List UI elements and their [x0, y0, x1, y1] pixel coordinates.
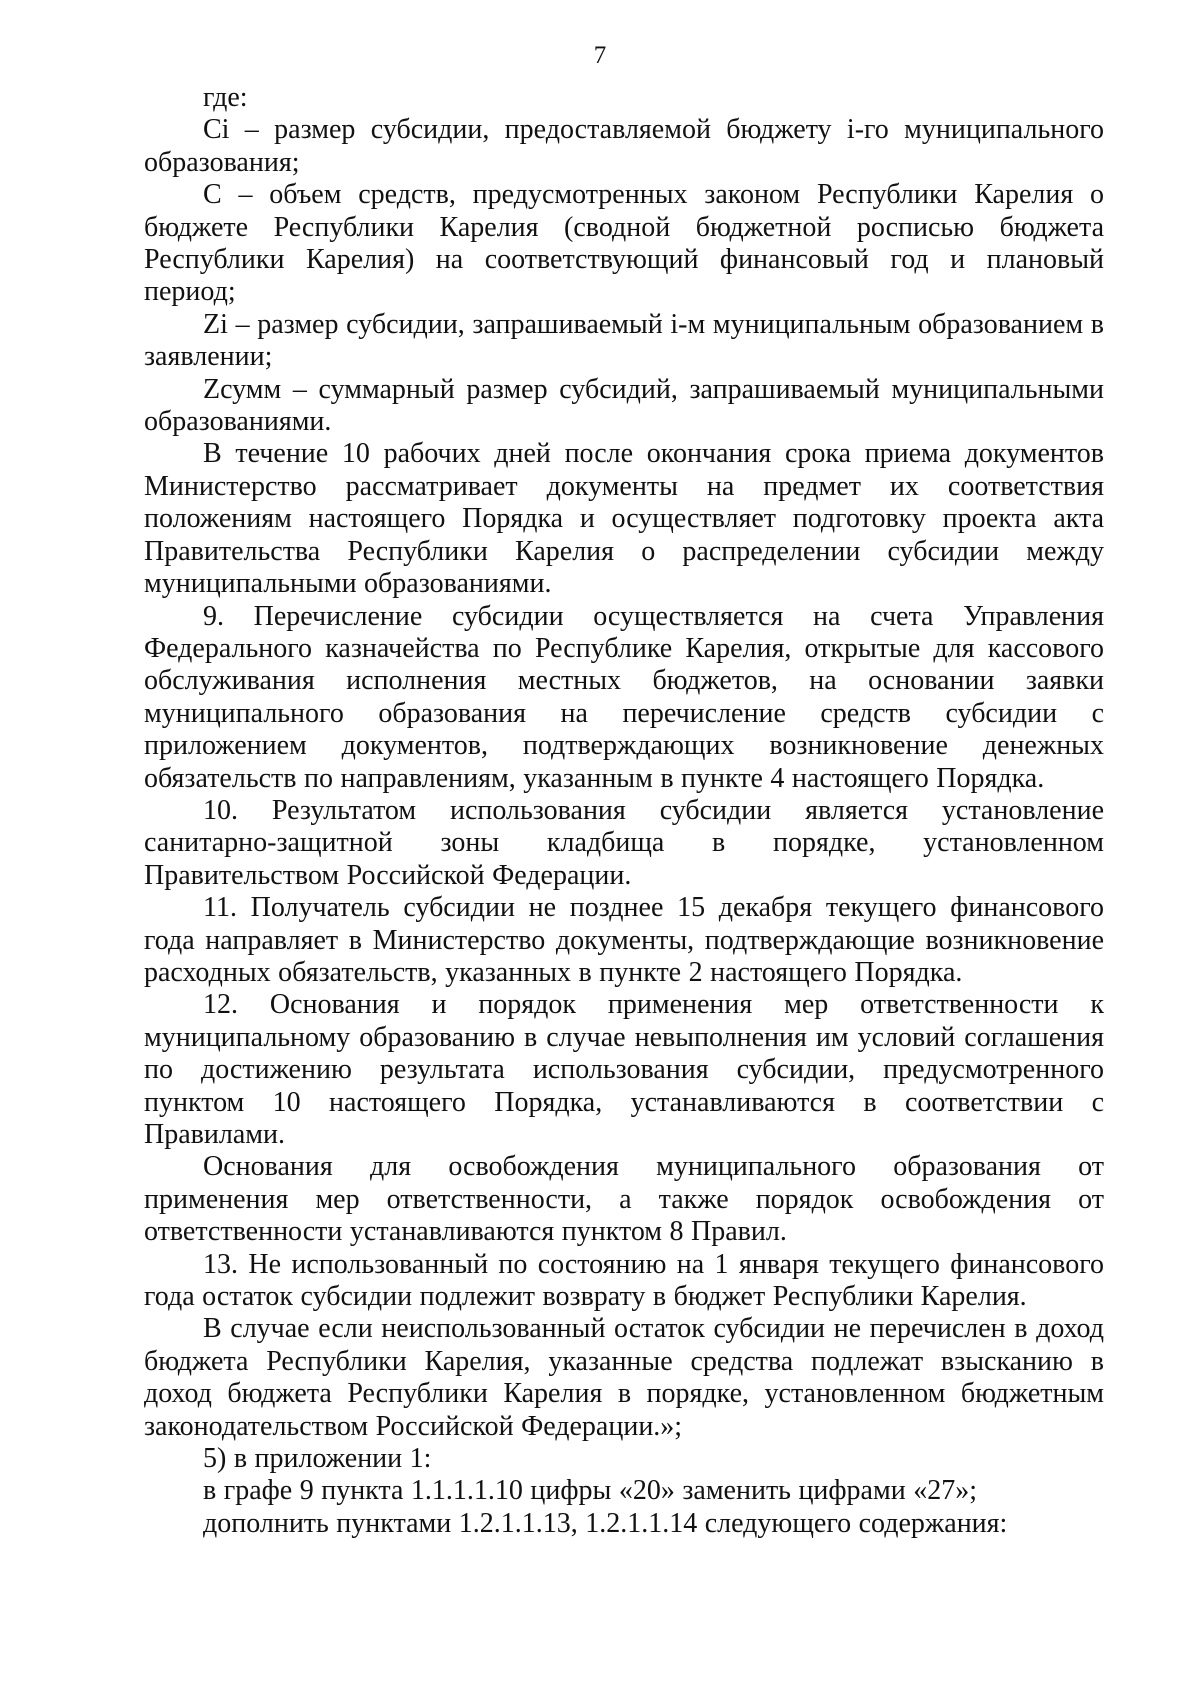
paragraph: Ci – размер субсидии, предоставляемой бюджету i-го муниципального образования;: [144, 114, 1104, 178]
paragraph: Zсумм – суммарный размер субсидий, запрашиваемый муниципальными образованиями.: [144, 373, 1104, 438]
paragraph: в графе 9 пункта 1.1.1.1.10 цифры «20» заменить цифрами «27»;: [203, 1475, 977, 1507]
paragraph: 5) в приложении 1:: [203, 1443, 432, 1475]
paragraph: Основания для освобождения муниципального образования от применения мер ответственности, а также порядок освобождения от ответственности устанавливаются пунктом 8 Правил.: [144, 1151, 1104, 1248]
paragraph: 10. Результатом использования субсидии является установление санитарно-защитной зоны кладбища в порядке, установленном Правительством Российской Федерации.: [144, 794, 1104, 891]
paragraph: Zi – размер субсидии, запрашиваемый i-м муниципальным образованием в заявлении;: [144, 308, 1104, 373]
paragraph: 11. Получатель субсидии не позднее 15 декабря текущего финансового года направляет в Министерство документы, подтверждающие возникновение расходных обязательств, указанных в пункте 2 настоящего Порядка.: [144, 892, 1104, 988]
paragraph: C – объем средств, предусмотренных законом Республики Карелия о бюджете Республики Карелия (сводной бюджетной росписью бюджета Республики Карелия) на соответствующий финансовый год и плановый период;: [144, 179, 1104, 308]
page-number: 7: [593, 42, 607, 69]
paragraph: В случае если неиспользованный остаток субсидии не перечислен в доход бюджета Республики Карелия, указанные средства подлежат взысканию в доход бюджета Республики Карелия в порядке, установленном бюджетным законодательством Российской Федерации.»;: [144, 1313, 1104, 1442]
document-body: [144, 82, 1104, 1540]
paragraph: В течение 10 рабочих дней после окончания срока приема документов Министерство рассматривает документы на предмет их соответствия положениям настоящего Порядка и осуществляет подготовку проекта акта Правительства Республики Карелия о распределении субсидии между муниципальными образованиями.: [144, 438, 1104, 600]
paragraph: дополнить пунктами 1.2.1.1.13, 1.2.1.1.14 следующего содержания:: [203, 1507, 1008, 1539]
paragraph: 13. Не использованный по состоянию на 1 января текущего финансового года остаток субсидии подлежит возврату в бюджет Республики Карелия.: [144, 1248, 1104, 1313]
paragraph: 9. Перечисление субсидии осуществляется на счета Управления Федерального казначейства по Республике Карелия, открытые для кассового обслуживания исполнения местных бюджетов, на основании заявки муниципального образования на перечисление средств субсидии с приложением документов, подтверждающих возникновение денежных обязательств по направлениям, указанным в пункте 4 настоящего Порядка.: [144, 600, 1104, 794]
paragraph: 12. Основания и порядок применения мер ответственности к муниципальному образованию в случае невыполнения им условий соглашения по достижению результата использования субсидии, предусмотренного пунктом 10 настоящего Порядка, устанавливаются в соответствии с Правилами.: [144, 989, 1104, 1150]
paragraph: где:: [203, 82, 248, 113]
